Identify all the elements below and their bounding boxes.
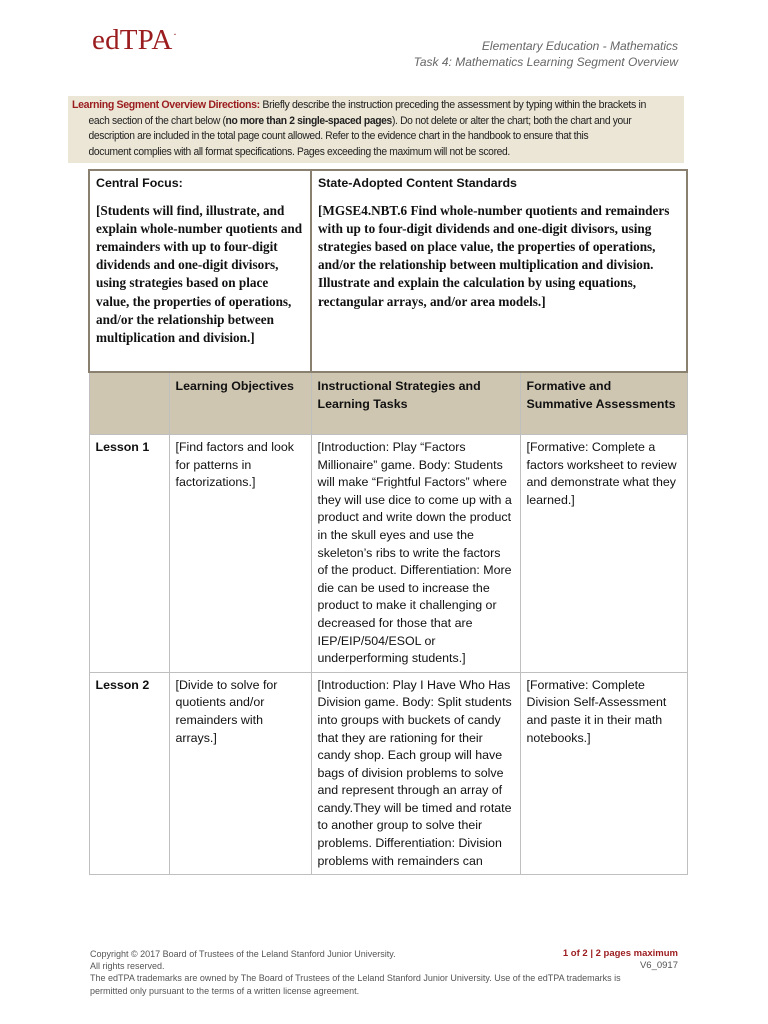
assessment-cell: [Formative: Complete a factors worksheet to review and demonstrate what they learned.] <box>520 435 687 673</box>
header-assessments: Formative and Summative Assessments <box>520 372 687 435</box>
footer-rights: All rights reserved. <box>90 961 165 972</box>
edtpa-logo <box>92 24 177 57</box>
lesson-label: Lesson 2 <box>89 672 169 875</box>
directions-line-4: document complies with all format specifications. Pages exceeding the maximum will not be scored. <box>88 145 510 158</box>
directions-text-2b: ). Do not delete or alter the chart; both the chart and your <box>391 114 632 127</box>
directions-text-1: Briefly describe the instruction preceding the assessment by typing within the brackets in <box>259 99 647 111</box>
header-objectives: Learning Objectives <box>169 372 311 435</box>
directions-line-1 <box>72 98 680 114</box>
directions-lead: Learning Segment Overview Directions: <box>72 99 260 111</box>
standards-text: [MGSE4.NBT.6 Find whole-number quotients and remainders with up to four-digit dividends and one-digit divisors, using strategies based on place value, the properties of operations, and/or the relationship between multiplication and division. Illustrate and explain the calculation by using equations, rectangular arrays, and/or area models.] <box>318 202 670 309</box>
directions-line-2 <box>72 114 663 130</box>
directions-page-limit: no more than 2 single-spaced pages <box>225 114 392 127</box>
standards-cell <box>311 170 687 372</box>
standards-title: State-Adopted Content Standards <box>318 176 517 190</box>
objective-cell: [Find factors and look for patterns in factorizations.] <box>169 435 311 673</box>
table-row <box>89 672 687 875</box>
learning-segment-table <box>88 169 688 875</box>
focus-row <box>89 170 687 372</box>
central-focus-cell <box>89 170 311 372</box>
directions-line-3: description are included in the total page count allowed. Refer to the evidence chart in the handbook to ensure that this <box>88 130 589 143</box>
lesson-label: Lesson 1 <box>89 435 169 673</box>
version-label: V6_0917 <box>639 960 678 972</box>
header-task: Task 4: Mathematics Learning Segment Overview <box>413 55 678 69</box>
document-header <box>414 38 678 70</box>
logo-dot: . <box>173 24 177 38</box>
footer-page-info <box>563 948 678 972</box>
header-strategies: Instructional Strategies and Learning Tasks <box>311 372 520 435</box>
footer-trademark-1: The edTPA trademarks are owned by The Board of Trustees of the Leland Stanford Junior University. Use of the edTPA trademarks is <box>90 973 621 984</box>
strategies-cell: [Introduction: Play “Factors Millionaire” game. Body: Students will make “Frightful Factors” where they will use dice to come up with a product and write down the product in the skull eyes and use the skeleton’s ribs to write the factors of the product. Differentiation: More die can be used to increase the product to make it challenging or decreased for those that are IEP/EIP/504/ESOL or underperforming students.] <box>311 435 520 673</box>
logo-text: edTPA <box>92 24 173 56</box>
central-focus-text: [Students will find, illustrate, and explain whole-number quotients and remainders with up to four-digit dividends and one-digit divisors, using strategies based on place value, the properties of operations, and/or the relationship between multiplication and division.] <box>96 202 303 346</box>
table-header-row <box>89 372 687 435</box>
objective-cell: [Divide to solve for quotients and/or remainders with arrays.] <box>169 672 311 875</box>
page-count: 1 of 2 | 2 pages maximum <box>562 948 678 959</box>
header-blank <box>89 372 169 435</box>
table-row <box>89 435 687 673</box>
assessment-cell: [Formative: Complete Division Self-Assessment and paste it in their math notebooks.] <box>520 672 687 875</box>
directions-text-2a: each section of the chart below ( <box>88 114 226 127</box>
strategies-cell: [Introduction: Play I Have Who Has Division game. Body: Split students into groups with buckets of candy that they are rationing for their candy shop. Each group will have bags of division problems to solve and represent through an array of candy.They will be timed and rotate to another group to solve their problems. Differentiation: Division problems with remainders can <box>311 672 520 875</box>
footer-copyright: Copyright © 2017 Board of Trustees of the Leland Stanford Junior University. <box>90 949 396 959</box>
header-subject: Elementary Education - Mathematics <box>481 39 678 53</box>
footer-trademark-2: permitted only pursuant to the terms of a written license agreement. <box>90 985 360 996</box>
central-focus-title: Central Focus: <box>96 176 183 190</box>
directions-box <box>68 96 684 163</box>
